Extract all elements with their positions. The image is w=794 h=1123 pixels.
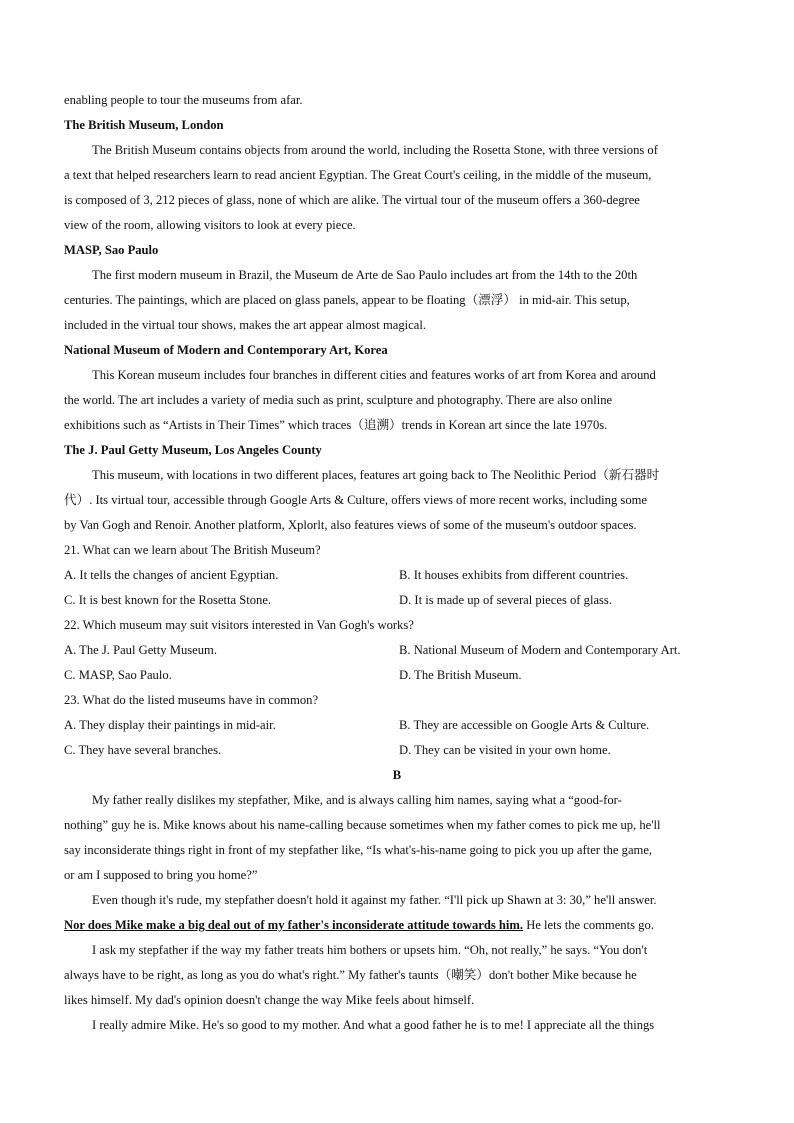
question-21-stem: 21. What can we learn about The British Museum? — [64, 543, 321, 557]
question-22-stem: 22. Which museum may suit visitors interested in Van Gogh's works? — [64, 618, 414, 632]
option-d[interactable]: D. It is made up of several pieces of glass. — [399, 593, 612, 607]
question-23-options-row — [64, 713, 730, 738]
option-d[interactable]: D. The British Museum. — [399, 668, 522, 682]
paragraph-line: always have to be right, as long as you do what's right.” My father's taunts（嘲笑）don't bother Mike because he — [64, 968, 637, 982]
option-a[interactable]: A. They display their paintings in mid-air. — [64, 718, 276, 732]
paragraph-line: say inconsiderate things right in front of my stepfather like, “Is what's-his-name going to pick you up after the game, — [64, 843, 653, 857]
question-22-options-row — [64, 663, 730, 688]
paragraph-line: nothing” guy he is. Mike knows about his name-calling because sometimes when my father comes to pick me up, he'll — [64, 818, 661, 832]
option-a[interactable]: A. The J. Paul Getty Museum. — [64, 643, 217, 657]
paragraph-line: This museum, with locations in two different places, features art going back to The Neolithic Period（新石器时 — [92, 468, 660, 482]
option-b[interactable]: B. They are accessible on Google Arts & Culture. — [399, 718, 650, 732]
exam-page — [64, 88, 730, 1038]
paragraph-line: centuries. The paintings, which are placed on glass panels, appear to be floating（漂浮） in mid-air. This setup, — [64, 293, 630, 307]
section-heading-getty-museum: The J. Paul Getty Museum, Los Angeles County — [64, 443, 322, 457]
paragraph-line: view of the room, allowing visitors to look at every piece. — [64, 218, 356, 232]
paragraph-line: included in the virtual tour shows, makes the art appear almost magical. — [64, 318, 426, 332]
paragraph-line: a text that helped researchers learn to read ancient Egyptian. The Great Court's ceiling, in the middle of the museum, — [64, 168, 652, 182]
paragraph-line: The first modern museum in Brazil, the Museum de Arte de Sao Paulo includes art from the 14th to the 20th — [92, 268, 638, 282]
option-c[interactable]: C. It is best known for the Rosetta Stone. — [64, 593, 272, 607]
paragraph-line: is composed of 3, 212 pieces of glass, none of which are alike. The virtual tour of the museum offers a 360-degree — [64, 193, 640, 207]
paragraph-line: by Van Gogh and Renoir. Another platform, Xplorlt, also features views of some of the museum's outdoor spaces. — [64, 518, 637, 532]
option-c[interactable]: C. They have several branches. — [64, 743, 222, 757]
paragraph-line: The British Museum contains objects from around the world, including the Rosetta Stone, with three versions of — [92, 143, 658, 157]
paragraph-line: 代）. Its virtual tour, accessible through Google Arts & Culture, offers views of more recent works, including some — [64, 493, 648, 507]
paragraph-line: likes himself. My dad's opinion doesn't change the way Mike feels about himself. — [64, 993, 475, 1007]
option-b[interactable]: B. National Museum of Modern and Contemporary Art. — [399, 643, 681, 657]
intro-tail: enabling people to tour the museums from afar. — [64, 93, 303, 107]
option-c[interactable]: C. MASP, Sao Paulo. — [64, 668, 172, 682]
question-21-options-row — [64, 563, 730, 588]
paragraph-line: the world. The art includes a variety of media such as print, sculpture and photography. There are also online — [64, 393, 613, 407]
paragraph-line: I ask my stepfather if the way my father treats him bothers or upsets him. “Oh, not really,” he says. “You don't — [92, 943, 648, 957]
section-heading-masp: MASP, Sao Paulo — [64, 243, 159, 257]
option-a[interactable]: A. It tells the changes of ancient Egyptian. — [64, 568, 279, 582]
section-heading-british-museum: The British Museum, London — [64, 118, 224, 132]
option-d[interactable]: D. They can be visited in your own home. — [399, 743, 611, 757]
paragraph-line: This Korean museum includes four branches in different cities and features works of art from Korea and around — [92, 368, 656, 382]
option-b[interactable]: B. It houses exhibits from different countries. — [399, 568, 629, 582]
paragraph-line: My father really dislikes my stepfather, Mike, and is always calling him names, saying what a “good-for- — [92, 793, 622, 807]
question-21-options-row — [64, 588, 730, 613]
question-23-options-row — [64, 738, 730, 763]
question-22-options-row — [64, 638, 730, 663]
section-heading-korea-museum: National Museum of Modern and Contemporary Art, Korea — [64, 343, 388, 357]
paragraph-line: or am I supposed to bring you home?” — [64, 868, 258, 882]
paragraph-line: exhibitions such as “Artists in Their Times” which traces（追溯）trends in Korean art since the late 1970s. — [64, 418, 608, 432]
paragraph-line: I really admire Mike. He's so good to my mother. And what a good father he is to me! I appreciate all the things — [92, 1018, 655, 1032]
sentence-tail: He lets the comments go. — [523, 918, 654, 932]
paragraph-line-with-underline — [64, 913, 730, 938]
passage-b-label: B — [392, 768, 402, 782]
paragraph-line: Even though it's rude, my stepfather doesn't hold it against my father. “I'll pick up Shawn at 3: 30,” he'll answer. — [92, 893, 657, 907]
underlined-sentence: Nor does Mike make a big deal out of my father's inconsiderate attitude towards him. — [64, 918, 524, 932]
question-23-stem: 23. What do the listed museums have in common? — [64, 693, 319, 707]
